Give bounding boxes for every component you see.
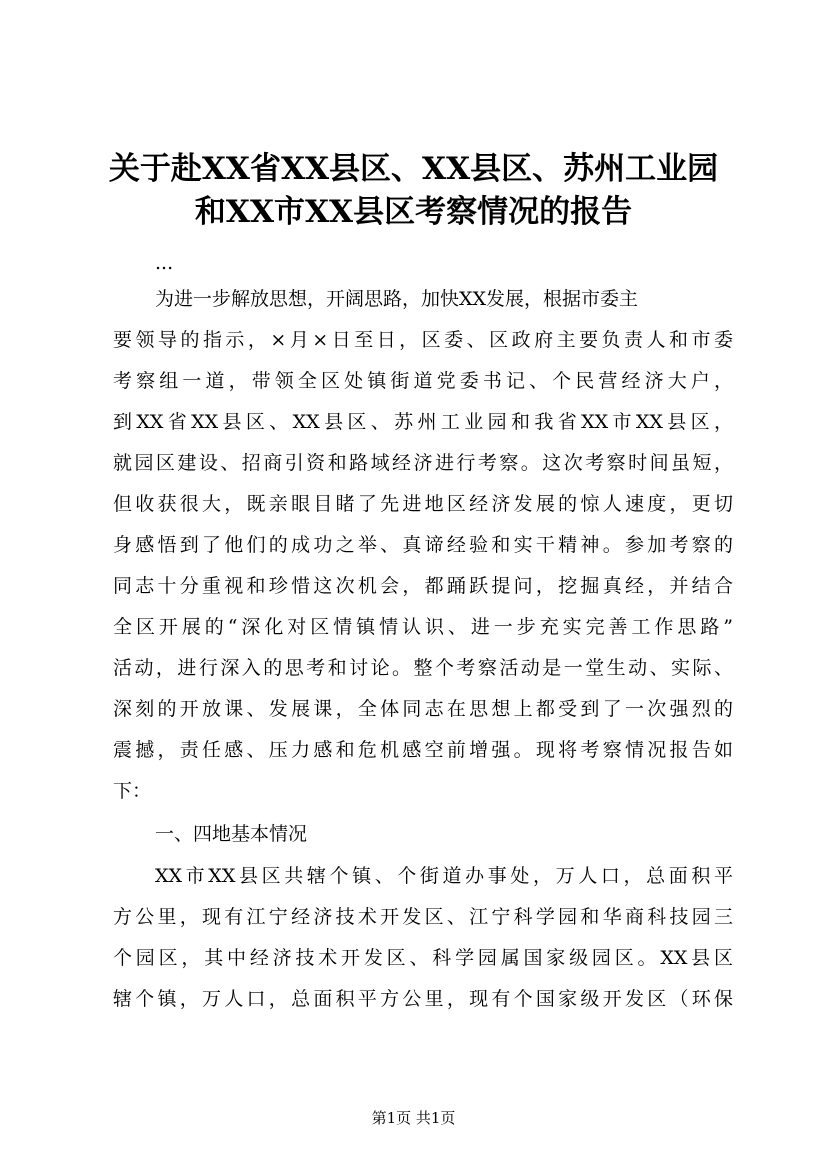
document-title <box>60 148 767 234</box>
paragraph-line: 下： <box>113 780 152 802</box>
title-line: 和XX市XX县区考察情况的报告 <box>194 194 633 230</box>
paragraph-line: 为进一步解放思想，开阔思路，加快XX发展，根据市委主 <box>155 288 639 310</box>
paragraph-line: 考察组一道，带领全区处镇街道党委书记、个民营经济大户， <box>113 370 733 392</box>
paragraph-line: 深刻的开放课、发展课，全体同志在思想上都受到了一次强烈的 <box>113 698 733 720</box>
paragraph-line: 同志十分重视和珍惜这次机会，都踊跃提问，挖掘真经，并结合 <box>113 575 733 597</box>
paragraph-line: 方公里，现有江宁经济技术开发区、江宁科学园和华商科技园三 <box>113 906 733 928</box>
paragraph-line: 就园区建设、招商引资和路域经济进行考察。这次考察时间虽短， <box>113 452 733 474</box>
paragraph-line: 到XX省XX县区、XX县区、苏州工业园和我省XX市XX县区， <box>113 411 733 433</box>
paragraph-line: 个园区，其中经济技术开发区、科学园属国家级园区。XX县区 <box>113 947 733 969</box>
page-footer: 第1页 共1页 <box>371 1109 456 1127</box>
title-line: 关于赴XX省XX县区、XX县区、苏州工业园 <box>108 151 719 187</box>
paragraph-line: 辖个镇，万人口，总面积平方公里，现有个国家级开发区（环保 <box>113 988 733 1010</box>
section-heading: 一、四地基本情况 <box>155 823 308 845</box>
ellipsis-line: ... <box>155 252 174 274</box>
paragraph-line: 要领导的指示，×月×日至日，区委、区政府主要负责人和市委 <box>113 329 733 351</box>
paragraph-line: 但收获很大，既亲眼目睹了先进地区经济发展的惊人速度，更切 <box>113 493 733 515</box>
paragraph-line: 活动，进行深入的思考和讨论。整个考察活动是一堂生动、实际、 <box>113 657 733 679</box>
paragraph-line: 全区开展的“深化对区情镇情认识、进一步充实完善工作思路” <box>113 616 733 638</box>
paragraph-line: XX市XX县区共辖个镇、个街道办事处，万人口，总面积平 <box>155 865 733 887</box>
paragraph-line: 身感悟到了他们的成功之举、真谛经验和实干精神。参加考察的 <box>113 534 733 556</box>
paragraph-line: 震撼，责任感、压力感和危机感空前增强。现将考察情况报告如 <box>113 739 733 761</box>
